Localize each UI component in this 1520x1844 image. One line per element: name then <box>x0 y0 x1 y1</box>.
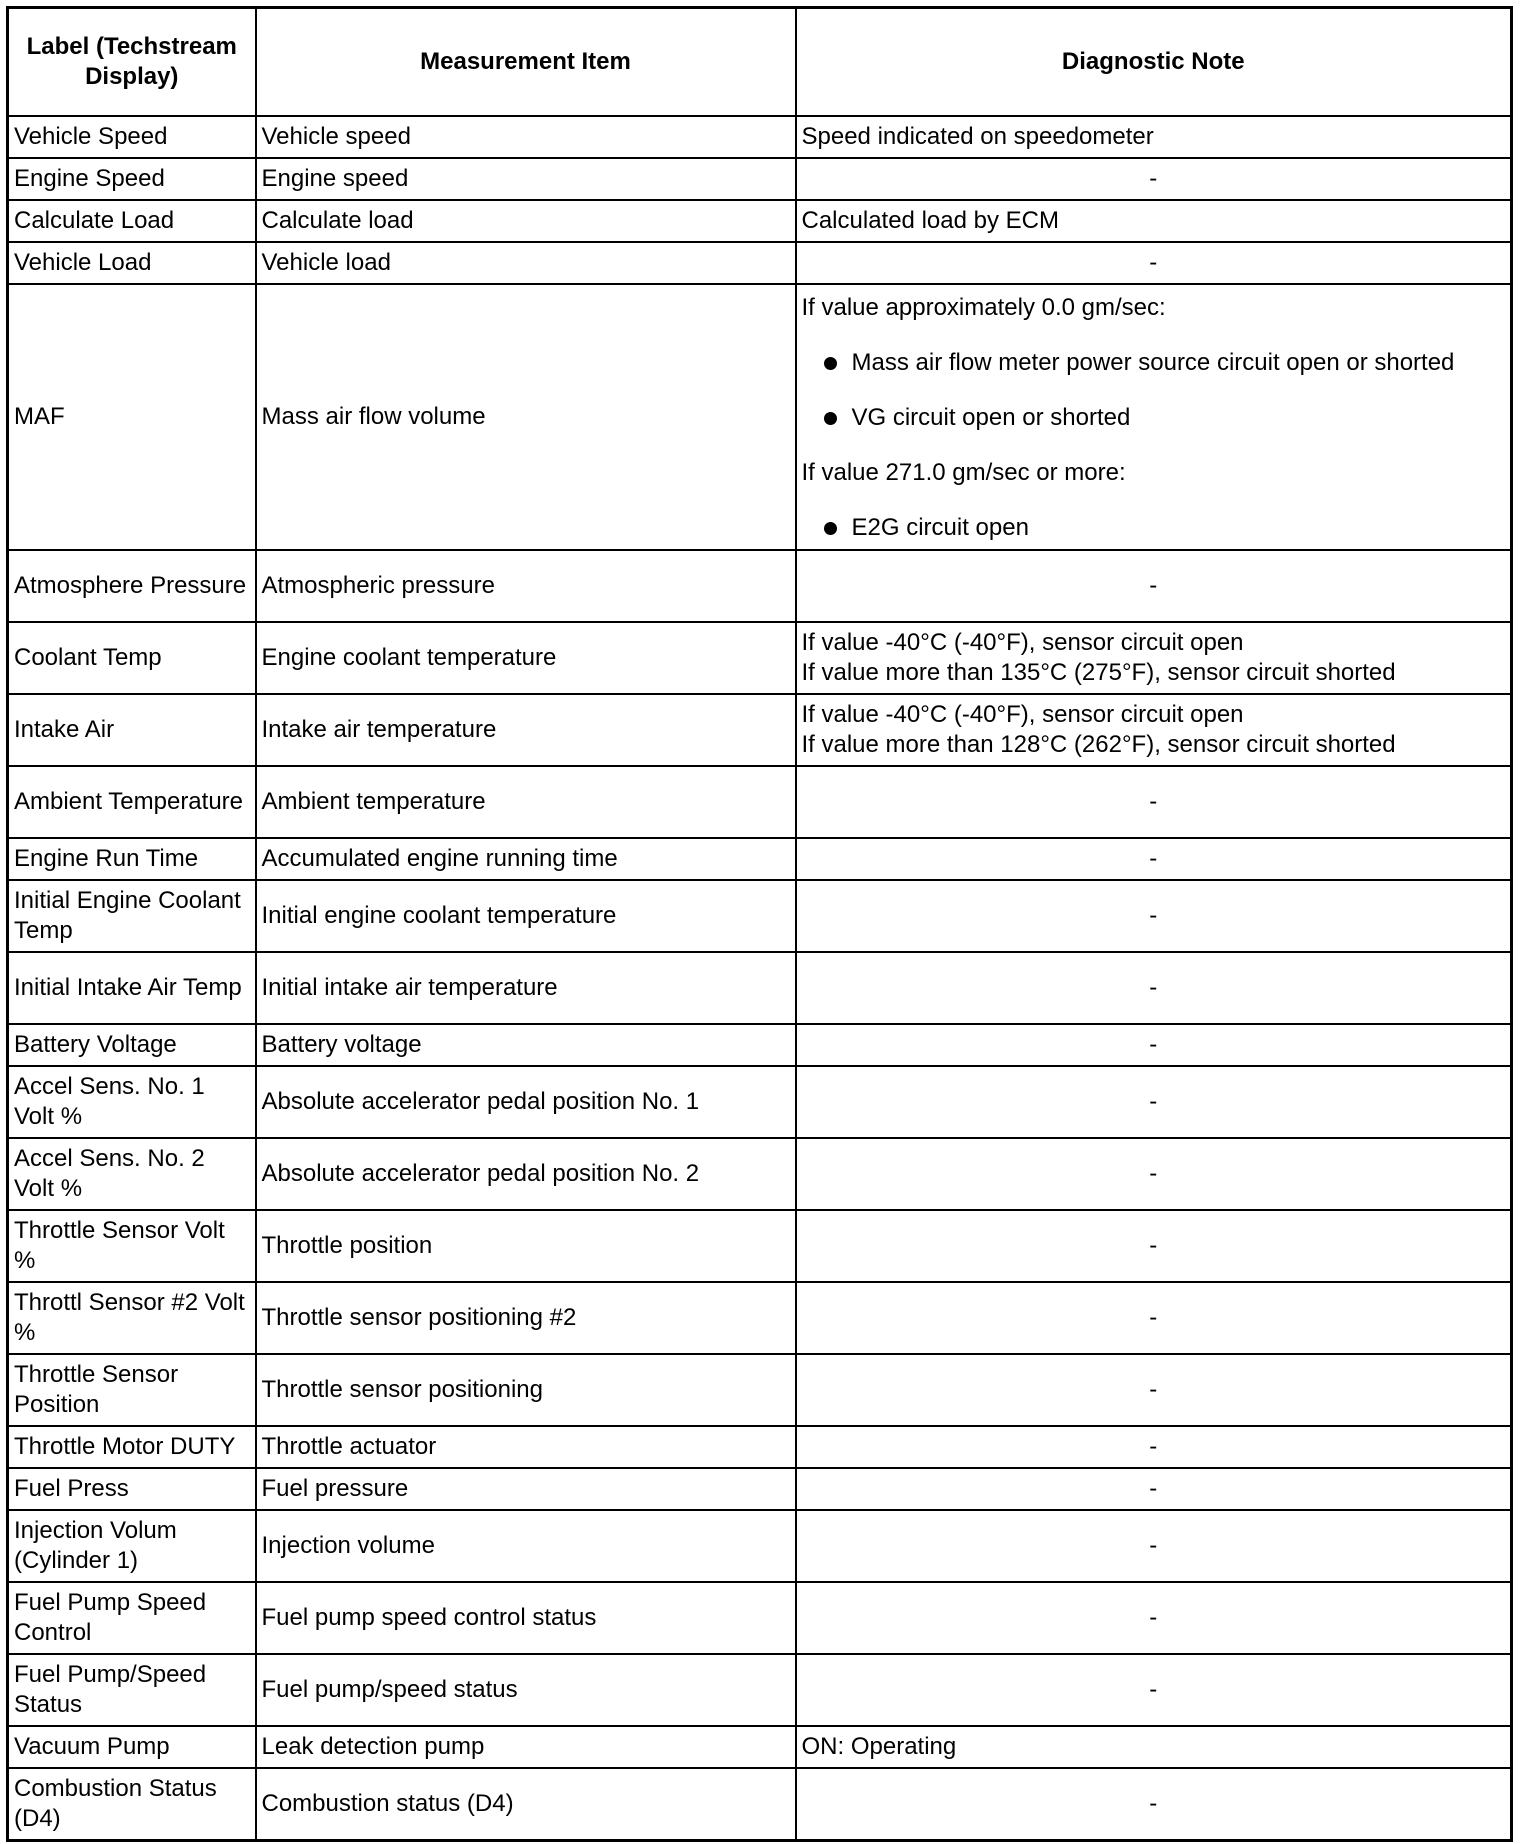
header-diagnostic-note: Diagnostic Note <box>796 8 1512 117</box>
diagnostic-note-cell: - <box>796 1426 1512 1468</box>
diagnostic-note-cell <box>796 284 1512 550</box>
measurement-item-cell: Absolute accelerator pedal position No. 2 <box>256 1138 796 1210</box>
table-row <box>8 880 1512 952</box>
table-row <box>8 1426 1512 1468</box>
table-row <box>8 158 1512 200</box>
diagnostic-note-cell <box>796 694 1512 766</box>
diagnostic-note-cell: - <box>796 550 1512 622</box>
diagnostic-note-cell: - <box>796 1282 1512 1354</box>
label-cell: Atmosphere Pressure <box>8 550 256 622</box>
diagnostic-note-cell: - <box>796 1024 1512 1066</box>
diagnostic-note-cell: - <box>796 158 1512 200</box>
diagnostic-note-cell: - <box>796 1138 1512 1210</box>
table-row <box>8 200 1512 242</box>
diagnostic-note-cell: - <box>796 1354 1512 1426</box>
note-bullet-text: E2G circuit open <box>851 514 1029 541</box>
note-bullet-item <box>802 403 1506 433</box>
measurement-item-cell: Injection volume <box>256 1510 796 1582</box>
measurement-item-cell: Absolute accelerator pedal position No. 1 <box>256 1066 796 1138</box>
label-cell: Ambient Temperature <box>8 766 256 838</box>
table-row <box>8 1654 1512 1726</box>
table-body <box>8 116 1512 1840</box>
label-cell: Battery Voltage <box>8 1024 256 1066</box>
measurement-item-cell: Mass air flow volume <box>256 284 796 550</box>
header-row <box>8 8 1512 117</box>
label-cell: Initial Intake Air Temp <box>8 952 256 1024</box>
data-list-table <box>6 6 1513 1842</box>
measurement-item-cell: Throttle sensor positioning <box>256 1354 796 1426</box>
table-row <box>8 694 1512 766</box>
note-line: If value more than 128°C (262°F), sensor circuit shorted <box>801 731 1396 758</box>
note-line: If value 271.0 gm/sec or more: <box>801 459 1126 486</box>
note-line: If value approximately 0.0 gm/sec: <box>801 294 1166 321</box>
table-row <box>8 1066 1512 1138</box>
table-row <box>8 766 1512 838</box>
diagnostic-note-cell: - <box>796 242 1512 284</box>
diagnostic-note-cell: - <box>796 1066 1512 1138</box>
table-header <box>8 8 1512 117</box>
label-cell: Fuel Press <box>8 1468 256 1510</box>
measurement-item-cell: Leak detection pump <box>256 1726 796 1768</box>
header-label: Label (Techstream Display) <box>8 8 256 117</box>
bullet-icon <box>824 412 837 425</box>
measurement-item-cell: Atmospheric pressure <box>256 550 796 622</box>
diagnostic-note-cell: - <box>796 952 1512 1024</box>
note-bullet-item <box>802 348 1506 378</box>
diagnostic-note-cell <box>796 622 1512 694</box>
table-row <box>8 116 1512 158</box>
table-row <box>8 1282 1512 1354</box>
table-row <box>8 1138 1512 1210</box>
table-row <box>8 1354 1512 1426</box>
diagnostic-note-cell: Calculated load by ECM <box>796 200 1512 242</box>
measurement-item-cell: Initial engine coolant temperature <box>256 880 796 952</box>
diagnostic-note-cell: - <box>796 838 1512 880</box>
measurement-item-cell: Combustion status (D4) <box>256 1768 796 1840</box>
measurement-item-cell: Calculate load <box>256 200 796 242</box>
measurement-item-cell: Throttle sensor positioning #2 <box>256 1282 796 1354</box>
measurement-item-cell: Vehicle speed <box>256 116 796 158</box>
diagnostic-note-cell: - <box>796 1654 1512 1726</box>
measurement-item-cell: Fuel pressure <box>256 1468 796 1510</box>
measurement-item-cell: Ambient temperature <box>256 766 796 838</box>
table-row <box>8 622 1512 694</box>
table-row <box>8 952 1512 1024</box>
table-row <box>8 838 1512 880</box>
table-row <box>8 1210 1512 1282</box>
label-cell: Throttle Sensor Volt % <box>8 1210 256 1282</box>
note-line: If value -40°C (-40°F), sensor circuit open <box>801 629 1244 656</box>
label-cell: Intake Air <box>8 694 256 766</box>
diagnostic-note-cell: - <box>796 766 1512 838</box>
label-cell: Fuel Pump Speed Control <box>8 1582 256 1654</box>
diagnostic-note-cell: - <box>796 1510 1512 1582</box>
table-row <box>8 1768 1512 1840</box>
table-row <box>8 1510 1512 1582</box>
label-cell: Engine Speed <box>8 158 256 200</box>
table-row <box>8 1024 1512 1066</box>
measurement-item-cell: Vehicle load <box>256 242 796 284</box>
label-cell: Injection Volum (Cylinder 1) <box>8 1510 256 1582</box>
table-row <box>8 284 1512 550</box>
label-cell: Vehicle Speed <box>8 116 256 158</box>
table-row <box>8 242 1512 284</box>
label-cell: Calculate Load <box>8 200 256 242</box>
diagnostic-note-cell: - <box>796 1210 1512 1282</box>
bullet-icon <box>824 522 837 535</box>
note-bullet-text: Mass air flow meter power source circuit open or shorted <box>851 349 1455 376</box>
bullet-icon <box>824 357 837 370</box>
header-measurement-item: Measurement Item <box>256 8 796 117</box>
note-bullet-item <box>802 513 1506 543</box>
diagnostic-note-cell: - <box>796 1582 1512 1654</box>
label-cell: Accel Sens. No. 2 Volt % <box>8 1138 256 1210</box>
label-cell: Throttle Motor DUTY <box>8 1426 256 1468</box>
measurement-item-cell: Engine coolant temperature <box>256 622 796 694</box>
label-cell: Combustion Status (D4) <box>8 1768 256 1840</box>
note-bullet-text: VG circuit open or shorted <box>851 404 1131 431</box>
note-line: If value more than 135°C (275°F), sensor circuit shorted <box>801 659 1396 686</box>
label-cell: Vacuum Pump <box>8 1726 256 1768</box>
measurement-item-cell: Fuel pump/speed status <box>256 1654 796 1726</box>
measurement-item-cell: Battery voltage <box>256 1024 796 1066</box>
note-line: If value -40°C (-40°F), sensor circuit open <box>801 701 1244 728</box>
table-row <box>8 550 1512 622</box>
label-cell: Coolant Temp <box>8 622 256 694</box>
diagnostic-note-cell: - <box>796 880 1512 952</box>
measurement-item-cell: Engine speed <box>256 158 796 200</box>
measurement-item-cell: Initial intake air temperature <box>256 952 796 1024</box>
diagnostic-note-cell: ON: Operating <box>796 1726 1512 1768</box>
measurement-item-cell: Throttle position <box>256 1210 796 1282</box>
label-cell: Throttle Sensor Position <box>8 1354 256 1426</box>
measurement-item-cell: Accumulated engine running time <box>256 838 796 880</box>
label-cell: MAF <box>8 284 256 550</box>
diagnostic-note-cell: Speed indicated on speedometer <box>796 116 1512 158</box>
measurement-item-cell: Fuel pump speed control status <box>256 1582 796 1654</box>
table-row <box>8 1582 1512 1654</box>
diagnostic-note-cell: - <box>796 1468 1512 1510</box>
label-cell: Throttl Sensor #2 Volt % <box>8 1282 256 1354</box>
table-row <box>8 1468 1512 1510</box>
label-cell: Fuel Pump/Speed Status <box>8 1654 256 1726</box>
label-cell: Initial Engine Coolant Temp <box>8 880 256 952</box>
measurement-item-cell: Intake air temperature <box>256 694 796 766</box>
label-cell: Vehicle Load <box>8 242 256 284</box>
measurement-item-cell: Throttle actuator <box>256 1426 796 1468</box>
table-row <box>8 1726 1512 1768</box>
diagnostic-note-cell: - <box>796 1768 1512 1840</box>
label-cell: Engine Run Time <box>8 838 256 880</box>
label-cell: Accel Sens. No. 1 Volt % <box>8 1066 256 1138</box>
